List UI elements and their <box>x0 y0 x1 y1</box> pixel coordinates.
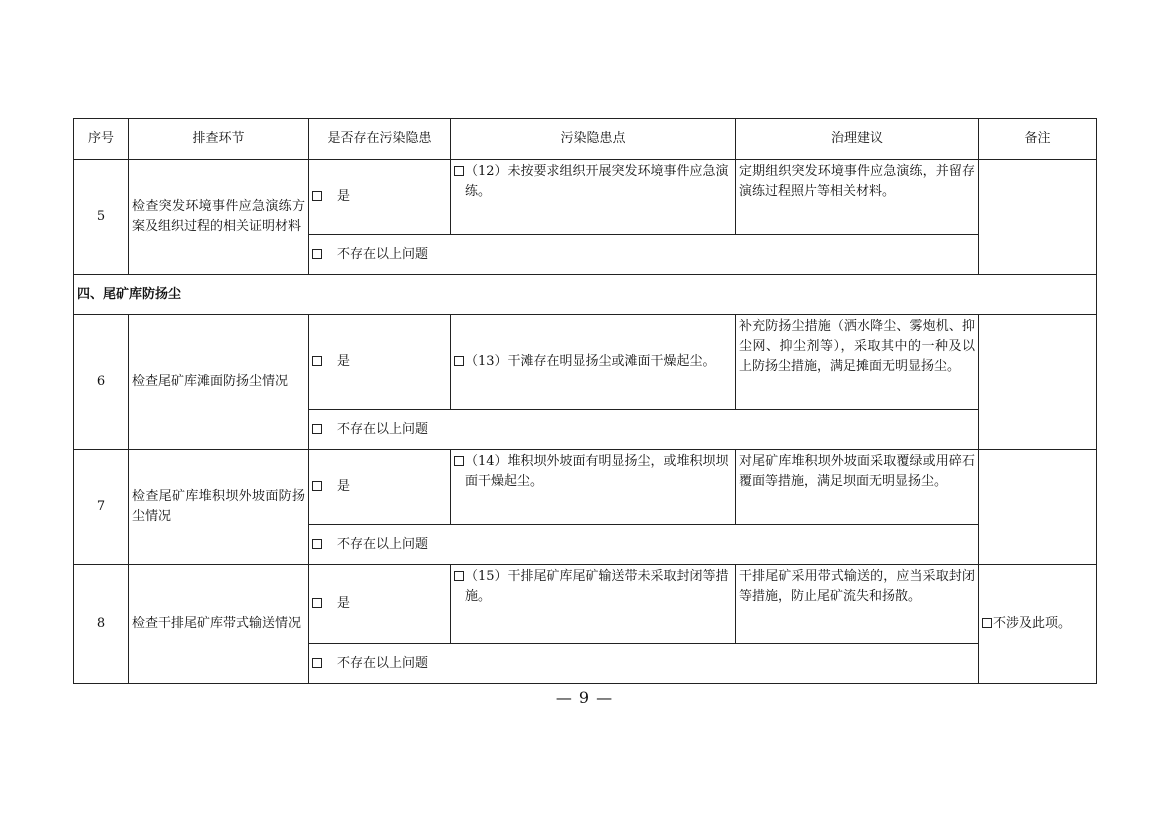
checkbox-icon[interactable] <box>454 456 464 466</box>
checkbox-icon[interactable] <box>312 598 322 608</box>
checkbox-icon[interactable] <box>312 191 322 201</box>
header-cell: 治理建议 <box>736 119 979 160</box>
checkbox-icon[interactable] <box>454 166 464 176</box>
checkbox-icon[interactable] <box>312 481 322 491</box>
issue-point[interactable]: （12）未按要求组织开展突发环境事件应急演练。 <box>451 160 736 235</box>
yes-option[interactable]: 是 <box>309 450 451 525</box>
row-number: 5 <box>74 160 129 275</box>
checkbox-icon[interactable] <box>312 249 322 259</box>
checkbox-icon[interactable] <box>982 618 992 628</box>
table-row <box>74 450 1097 525</box>
issue-point[interactable]: （14）堆积坝外坡面有明显扬尘，或堆积坝坝面干燥起尘。 <box>451 450 736 525</box>
header-cell: 污染隐患点 <box>451 119 736 160</box>
check-item: 检查干排尾矿库带式输送情况 <box>129 565 309 684</box>
header-cell: 备注 <box>979 119 1097 160</box>
header-row <box>74 119 1097 160</box>
checkbox-icon[interactable] <box>454 356 464 366</box>
advice: 补充防扬尘措施（洒水降尘、雾炮机、抑尘网、抑尘剂等），采取其中的一种及以上防扬尘措施，满足摊面无明显扬尘。 <box>736 315 979 410</box>
page-number: — 9 — <box>555 688 614 707</box>
row-number: 6 <box>74 315 129 450</box>
checkbox-icon[interactable] <box>312 424 322 434</box>
issue-point[interactable]: （13）干滩存在明显扬尘或滩面干燥起尘。 <box>451 315 736 410</box>
check-item: 检查突发环境事件应急演练方案及组织过程的相关证明材料 <box>129 160 309 275</box>
advice: 干排尾矿采用带式输送的，应当采取封闭等措施，防止尾矿流失和扬散。 <box>736 565 979 644</box>
checkbox-icon[interactable] <box>454 571 464 581</box>
check-item: 检查尾矿库堆积坝外坡面防扬尘情况 <box>129 450 309 565</box>
table-row <box>74 565 1097 644</box>
none-option[interactable]: 不存在以上问题 <box>309 235 979 275</box>
none-option[interactable]: 不存在以上问题 <box>309 644 979 684</box>
none-option[interactable]: 不存在以上问题 <box>309 525 979 565</box>
note-cell <box>979 160 1097 275</box>
table-row <box>74 315 1097 410</box>
note-cell <box>979 450 1097 565</box>
yes-option[interactable]: 是 <box>309 565 451 644</box>
checkbox-icon[interactable] <box>312 356 322 366</box>
yes-option[interactable]: 是 <box>309 160 451 235</box>
header-cell: 序号 <box>74 119 129 160</box>
note-cell[interactable]: 不涉及此项。 <box>979 565 1097 684</box>
advice: 定期组织突发环境事件应急演练，并留存演练过程照片等相关材料。 <box>736 160 979 235</box>
checkbox-icon[interactable] <box>312 539 322 549</box>
advice: 对尾矿库堆积坝外坡面采取覆绿或用碎石覆面等措施，满足坝面无明显扬尘。 <box>736 450 979 525</box>
table-row <box>74 160 1097 235</box>
row-number: 7 <box>74 450 129 565</box>
checklist-table <box>73 118 1097 684</box>
header-cell: 是否存在污染隐患 <box>309 119 451 160</box>
row-number: 8 <box>74 565 129 684</box>
check-item: 检查尾矿库滩面防扬尘情况 <box>129 315 309 450</box>
checkbox-icon[interactable] <box>312 658 322 668</box>
section-title: 四、尾矿库防扬尘 <box>74 275 1097 315</box>
section-row <box>74 275 1097 315</box>
issue-point[interactable]: （15）干排尾矿库尾矿输送带未采取封闭等措施。 <box>451 565 736 644</box>
yes-option[interactable]: 是 <box>309 315 451 410</box>
none-option[interactable]: 不存在以上问题 <box>309 410 979 450</box>
note-cell <box>979 315 1097 450</box>
header-cell: 排查环节 <box>129 119 309 160</box>
